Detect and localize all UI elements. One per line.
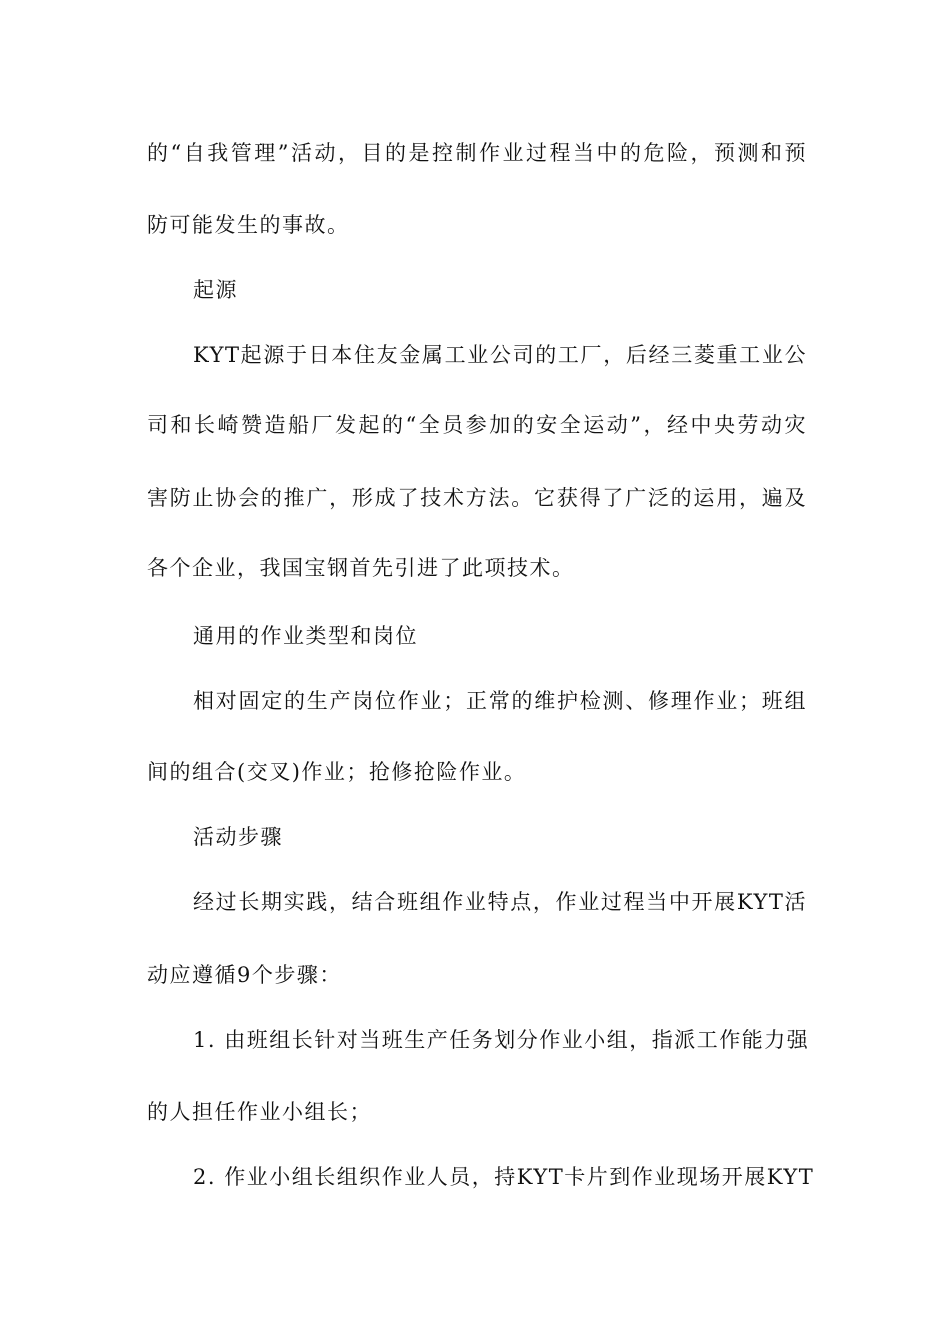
paragraph-line: 各个企业，我国宝钢首先引进了此项技术。 (147, 556, 575, 580)
paragraph-line: 的“自我管理”活动，目的是控制作业过程当中的危险，预测和预 (147, 141, 807, 165)
list-item-step-1: 1. 由班组长针对当班生产任务划分作业小组，指派工作能力强 (193, 1028, 810, 1052)
paragraph-line: 防可能发生的事故。 (147, 213, 350, 237)
paragraph-line: KYT起源于日本住友金属工业公司的工厂，后经三菱重工业公 (193, 343, 807, 367)
list-item-step-2: 2. 作业小组长组织作业人员，持KYT卡片到作业现场开展KYT (193, 1165, 815, 1189)
section-heading-origin: 起源 (193, 278, 238, 302)
paragraph-line: 的人担任作业小组长； (147, 1100, 372, 1124)
paragraph-line: 相对固定的生产岗位作业；正常的维护检测、修理作业；班组 (193, 689, 807, 713)
section-heading-steps: 活动步骤 (193, 825, 283, 849)
paragraph-line: 经过长期实践，结合班组作业特点，作业过程当中开展KYT活 (193, 890, 807, 914)
paragraph-line: 害防止协会的推广，形成了技术方法。它获得了广泛的运用，遍及 (147, 486, 807, 510)
section-heading-work-types: 通用的作业类型和岗位 (193, 624, 418, 648)
paragraph-line: 司和长崎赞造船厂发起的“全员参加的安全运动”，经中央劳动灾 (147, 413, 807, 437)
paragraph-line: 动应遵循9个步骤： (147, 963, 342, 987)
paragraph-line: 间的组合(交叉)作业；抢修抢险作业。 (147, 760, 527, 784)
